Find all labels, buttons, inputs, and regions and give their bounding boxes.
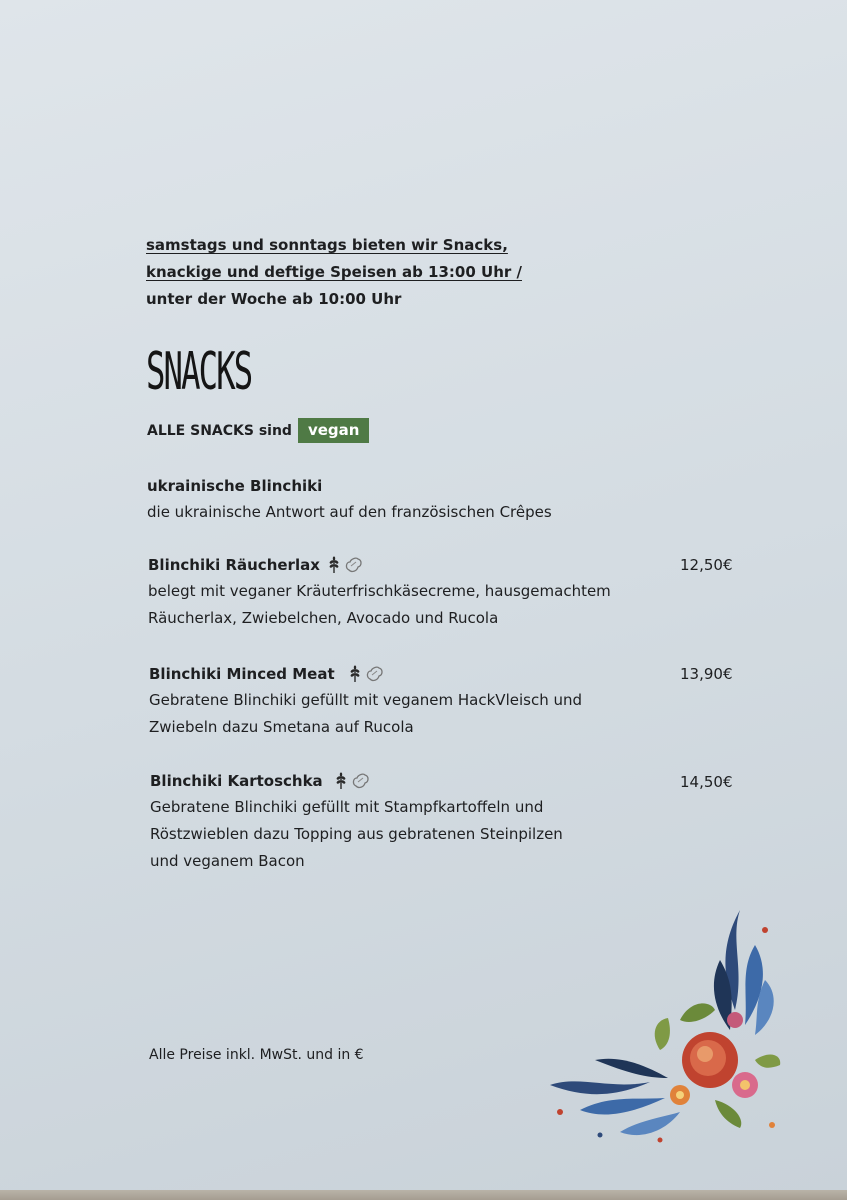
- section-description: die ukrainische Antwort auf den französischen Crêpes: [147, 503, 552, 521]
- section-name: ukrainische Blinchiki: [147, 477, 323, 495]
- menu-item-price: 14,50€: [680, 773, 733, 791]
- table-surface: [0, 1190, 847, 1200]
- menu-item-desc-line: Räucherlax, Zwiebelchen, Avocado und Rucola: [148, 609, 499, 627]
- menu-item-desc-line: Zwiebeln dazu Smetana auf Rucola: [149, 718, 414, 736]
- menu-item-desc-line: Röstzwieblen dazu Topping aus gebratenen Steinpilzen: [150, 825, 563, 843]
- opening-hours-note: [146, 232, 666, 313]
- menu-item-name: Blinchiki Minced Meat: [149, 665, 335, 683]
- section-header: [147, 473, 667, 526]
- vegan-badge: vegan: [298, 418, 370, 443]
- menu-item-name-row: [148, 552, 678, 578]
- menu-item-name-row: [150, 768, 680, 794]
- menu-item: [148, 552, 678, 632]
- menu-item-desc-line: Gebratene Blinchiki gefüllt mit veganem HackVleisch und: [149, 691, 583, 709]
- menu-item-desc-line: belegt mit veganer Kräuterfrischkäsecreme, hausgemachtem: [148, 582, 611, 600]
- floral-ornament-icon: [540, 900, 790, 1150]
- page-title: SNACKS: [146, 342, 252, 402]
- intro-line-2: knackige und deftige Speisen ab 13:00 Uhr /: [146, 263, 522, 281]
- peanut-icon: [344, 555, 364, 575]
- wheat-icon: [349, 665, 361, 683]
- menu-item-desc-line: Gebratene Blinchiki gefüllt mit Stampfkartoffeln und: [150, 798, 544, 816]
- wheat-icon: [328, 556, 340, 574]
- menu-item-desc-line: und veganem Bacon: [150, 852, 305, 870]
- vegan-note: [147, 418, 369, 443]
- menu-item-name: Blinchiki Räucherlax: [148, 556, 320, 574]
- intro-line-1: samstags und sonntags bieten wir Snacks,: [146, 236, 508, 254]
- menu-item: [150, 768, 680, 875]
- price-note: Alle Preise inkl. MwSt. und in €: [149, 1047, 364, 1063]
- menu-item: [149, 661, 679, 741]
- menu-item-name-row: [149, 661, 679, 687]
- menu-item-name: Blinchiki Kartoschka: [150, 772, 323, 790]
- menu-item-price: 12,50€: [680, 556, 733, 574]
- peanut-icon: [351, 771, 371, 791]
- peanut-icon: [365, 664, 385, 684]
- intro-line-3: unter der Woche ab 10:00 Uhr: [146, 290, 402, 308]
- menu-item-price: 13,90€: [680, 665, 733, 683]
- wheat-icon: [335, 772, 347, 790]
- vegan-note-text: ALLE SNACKS sind: [147, 422, 292, 439]
